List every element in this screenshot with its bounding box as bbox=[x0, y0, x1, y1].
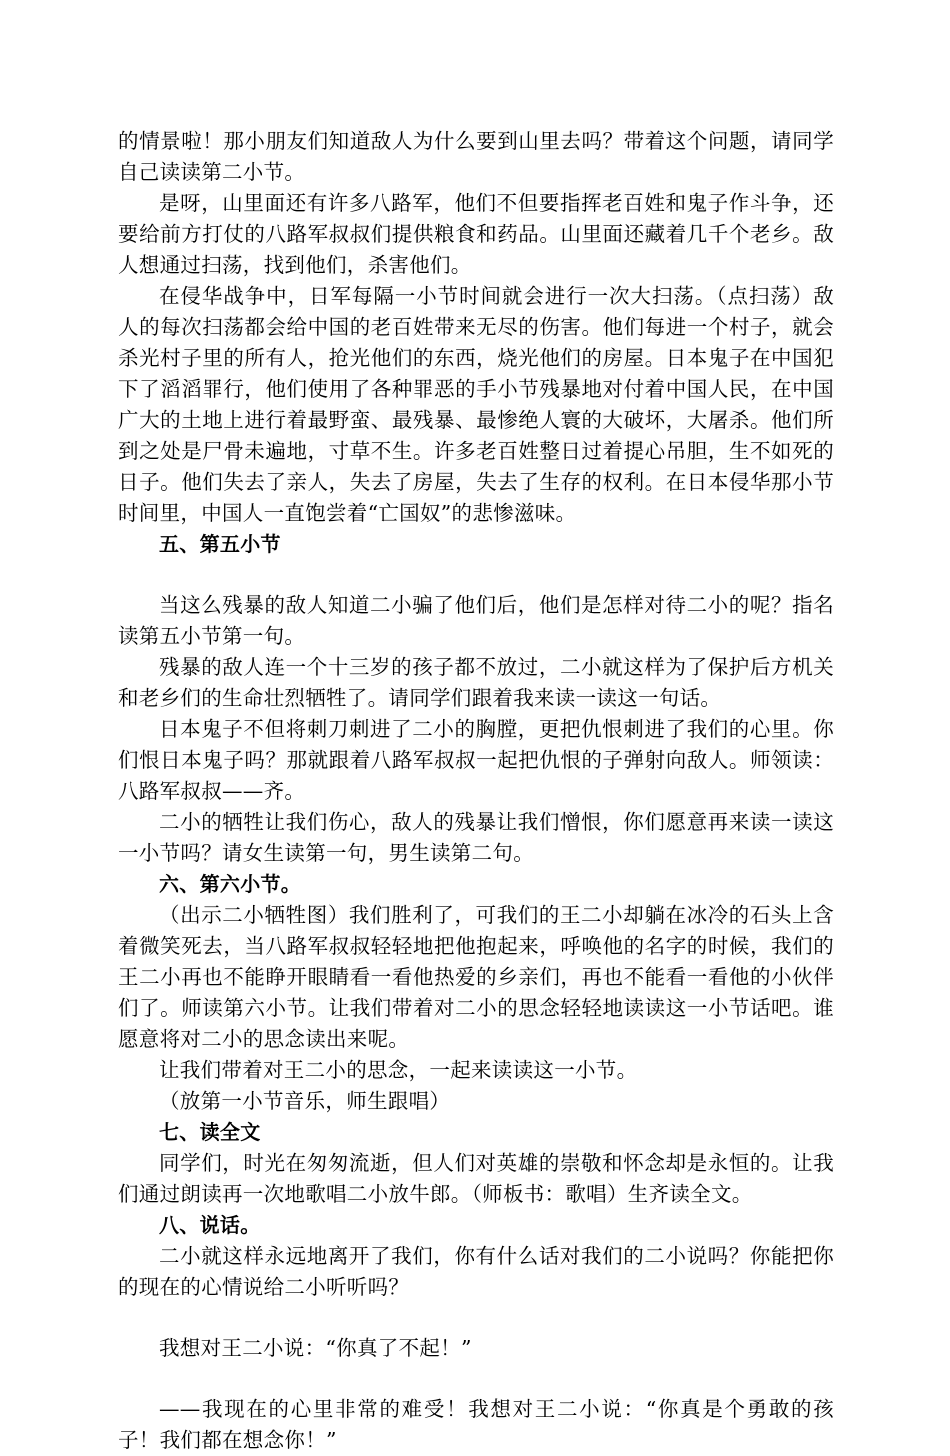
paragraph: 当这么残暴的敌人知道二小骗了他们后，他们是怎样对待二小的呢？指名读第五小节第一句。 bbox=[118, 593, 834, 648]
blank-line bbox=[118, 560, 834, 590]
paragraph: 是呀，山里面还有许多八路军，他们不但要指挥老百姓和鬼子作斗争，还要给前方打仗的八路军叔叔们提供粮食和药品。山里面还藏着几千个老乡。敌人想通过扫荡，找到他们，杀害他们。 bbox=[118, 191, 834, 277]
paragraph: 让我们带着对王二小的思念，一起来读读这一小节。 bbox=[159, 1058, 638, 1082]
paragraph: （放第一小节音乐，师生跟唱） bbox=[159, 1089, 451, 1113]
section-heading: 八、说话。 bbox=[159, 1213, 261, 1237]
paragraph: （出示二小牺牲图）我们胜利了，可我们的王二小却躺在冰冷的石头上含着微笑死去，当八路军叔叔轻轻地把他抱起来，呼唤他的名字的时候，我们的王二小再也不能睁开眼睛看一看他热爱的乡亲们，再也不能看一看他的小伙伴们了。师读第六小节。让我们带着对二小的思念轻轻地读读这一小节话吧。谁愿意将对二小的思念读出来呢。 bbox=[118, 903, 834, 1051]
section-heading: 五、第五小节 bbox=[159, 532, 281, 556]
blank-line bbox=[118, 1364, 834, 1394]
paragraph: 日本鬼子不但将刺刀刺进了二小的胸膛，更把仇恨刺进了我们的心里。你们恨日本鬼子吗？那就跟着八路军叔叔一起把仇恨的子弹射向敌人。师领读：八路军叔叔——齐。 bbox=[118, 717, 834, 803]
paragraph: 在侵华战争中，日军每隔一小节时间就会进行一次大扫荡。（点扫荡）敌人的每次扫荡都会给中国的老百姓带来无尽的伤害。他们每进一个村子，就会杀光村子里的所有人，抢光他们的东西，烧光他们的房屋。日本鬼子在中国犯下了滔滔罪行，他们使用了各种罪恶的手小节残暴地对付着中国人民，在中国广大的土地上进行着最野蛮、最残暴、最惨绝人寰的大破坏，大屠杀。他们所到之处是尸骨未遍地，寸草不生。许多老百姓整日过着提心吊胆，生不如死的日子。他们失去了亲人，失去了房屋，失去了生存的权利。在日本侵华那小节时间里，中国人一直饱尝着“亡国奴”的悲惨滋味。 bbox=[118, 284, 834, 525]
blank-line bbox=[118, 1303, 834, 1333]
paragraph: 同学们，时光在匆匆流逝，但人们对英雄的崇敬和怀念却是永恒的。让我们通过朗读再一次地歌唱二小放牛郎。（师板书：歌唱）生齐读全文。 bbox=[118, 1151, 834, 1206]
paragraph: ——我现在的心里非常的难受！我想对王二小说：“你真是个勇敢的孩子！我们都在想念你！” bbox=[118, 1397, 834, 1452]
paragraph: 二小就这样永远地离开了我们，你有什么话对我们的二小说吗？你能把你的现在的心情说给二小听听吗？ bbox=[118, 1244, 834, 1299]
paragraph: 的情景啦！那小朋友们知道敌人为什么要到山里去吗？带着这个问题，请同学自己读读第二小节。 bbox=[118, 129, 834, 184]
section-heading: 七、读全文 bbox=[159, 1120, 261, 1144]
document-body bbox=[118, 126, 834, 1456]
paragraph: 残暴的敌人连一个十三岁的孩子都不放过，二小就这样为了保护后方机关和老乡们的生命壮烈牺牲了。请同学们跟着我来读一读这一句话。 bbox=[118, 655, 834, 710]
paragraph: 我想对王二小说：“你真了不起！” bbox=[159, 1336, 472, 1360]
paragraph: 二小的牺牲让我们伤心，敌人的残暴让我们憎恨，你们愿意再来读一读这一小节吗？请女生读第一句，男生读第二句。 bbox=[118, 810, 834, 865]
section-heading: 六、第六小节。 bbox=[159, 872, 302, 896]
